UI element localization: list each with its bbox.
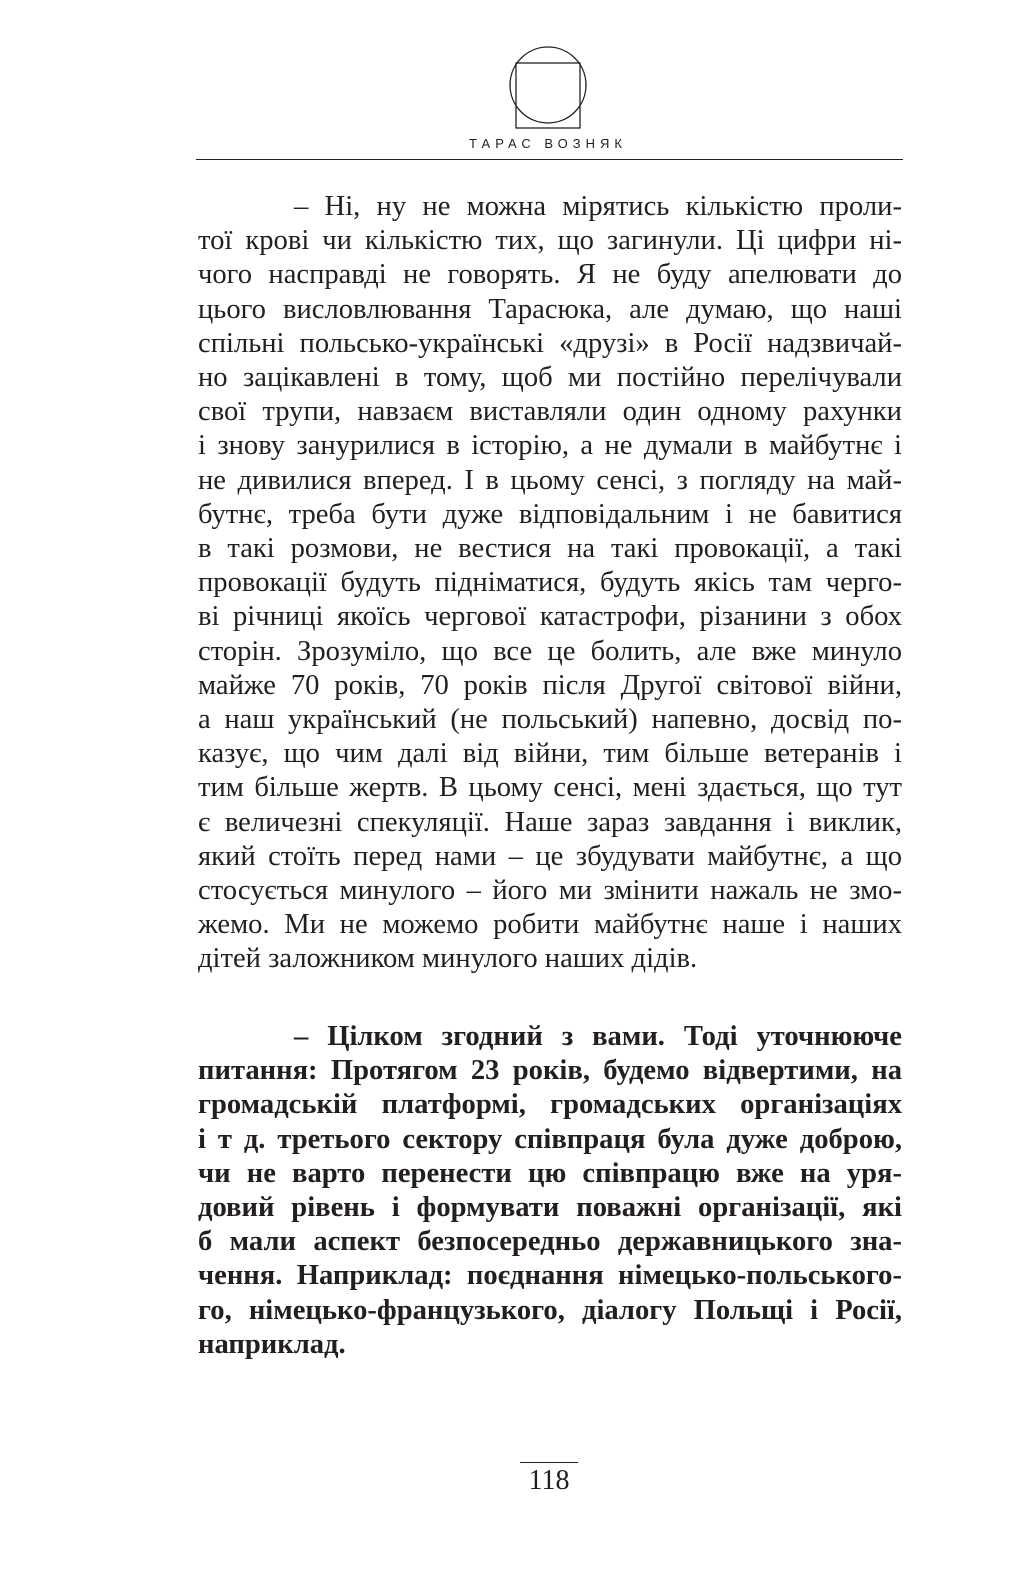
text-line: питання: Протягом 23 років, будемо відвертими, на	[198, 1055, 902, 1087]
text-line: і знову занурилися в історію, а не думали в майбутнє і	[198, 430, 902, 462]
text-line: який стоїть перед нами – це збудувати майбутнє, а що	[198, 840, 902, 872]
text-line: а наш український (не польський) напевно, досвід по-	[198, 704, 902, 736]
text-line: громадській платформі, громадських організаціях	[198, 1089, 902, 1121]
text-line: довий рівень і формувати поважні організації, які	[198, 1192, 902, 1224]
text-line: чи не варто перенести цю співпрацю вже на уря-	[198, 1157, 902, 1189]
text-line: но зацікавлені в тому, щоб ми постійно перелічували	[198, 362, 902, 394]
text-line: провокації будуть підніматися, будуть якісь там черго-	[198, 567, 902, 599]
text-line: свої трупи, навзаєм виставляли один одному рахунки	[198, 396, 902, 428]
text-line: є величезні спекуляції. Наше зараз завдання і виклик,	[198, 806, 902, 838]
text-line: бутнє, треба бути дуже відповідальним і не бавитися	[198, 498, 902, 530]
text-line: дітей заложником минулого наших дідів.	[198, 943, 698, 975]
page-number: 118	[520, 1462, 578, 1497]
text-line: тої крові чи кількістю тих, що загинули. Ці цифри ні-	[198, 225, 902, 257]
answer-paragraph	[198, 190, 902, 977]
text-line: ві річниці якоїсь чергової катастрофи, різанини з обох	[198, 601, 902, 633]
running-head-title: ТАРАС ВОЗНЯК	[469, 136, 627, 151]
text-line: цього висловлювання Тарасюка, але думаю, що наші	[198, 293, 902, 325]
header-divider	[196, 159, 903, 160]
text-line: жемо. Ми не можемо робити майбутнє наше і наших	[198, 909, 902, 941]
text-line: – Цілком згодний з вами. Тоді уточнююче	[294, 1021, 902, 1052]
text-line: спільні польсько-українські «друзі» в Росії надзвичай-	[198, 327, 902, 359]
text-line: сторін. Зрозуміло, що все це болить, але вже минуло	[198, 635, 902, 667]
text-line: чого насправді не говорять. Я не буду апелювати до	[198, 259, 902, 291]
text-line: – Ні, ну не можна мірятись кількістю проли-	[294, 191, 902, 222]
text-line: чення. Наприклад: поєднання німецько-польського-	[198, 1260, 902, 1292]
circle-square-logo-icon	[508, 45, 588, 131]
text-line: го, німецько-французького, діалогу Польщі і Росії,	[198, 1294, 902, 1326]
text-line: наприклад.	[198, 1328, 346, 1360]
text-line: тим більше жертв. В цьому сенсі, мені здається, що тут	[198, 772, 902, 804]
text-line: б мали аспект безпосередньо державницького зна-	[198, 1226, 902, 1258]
question-paragraph	[198, 1020, 902, 1362]
text-line: казує, що чим далі від війни, тим більше ветеранів і	[198, 738, 902, 770]
text-line: не дивилися вперед. І в цьому сенсі, з погляду на май-	[198, 464, 902, 496]
text-line: і т д. третього сектору співпраця була дуже доброю,	[198, 1123, 902, 1155]
text-line: стосується минулого – його ми змінити нажаль не змо-	[198, 875, 902, 907]
text-line: в такі розмови, не вестися на такі провокації, а такі	[198, 533, 902, 565]
text-line: майже 70 років, 70 років після Другої світової війни,	[198, 669, 902, 701]
